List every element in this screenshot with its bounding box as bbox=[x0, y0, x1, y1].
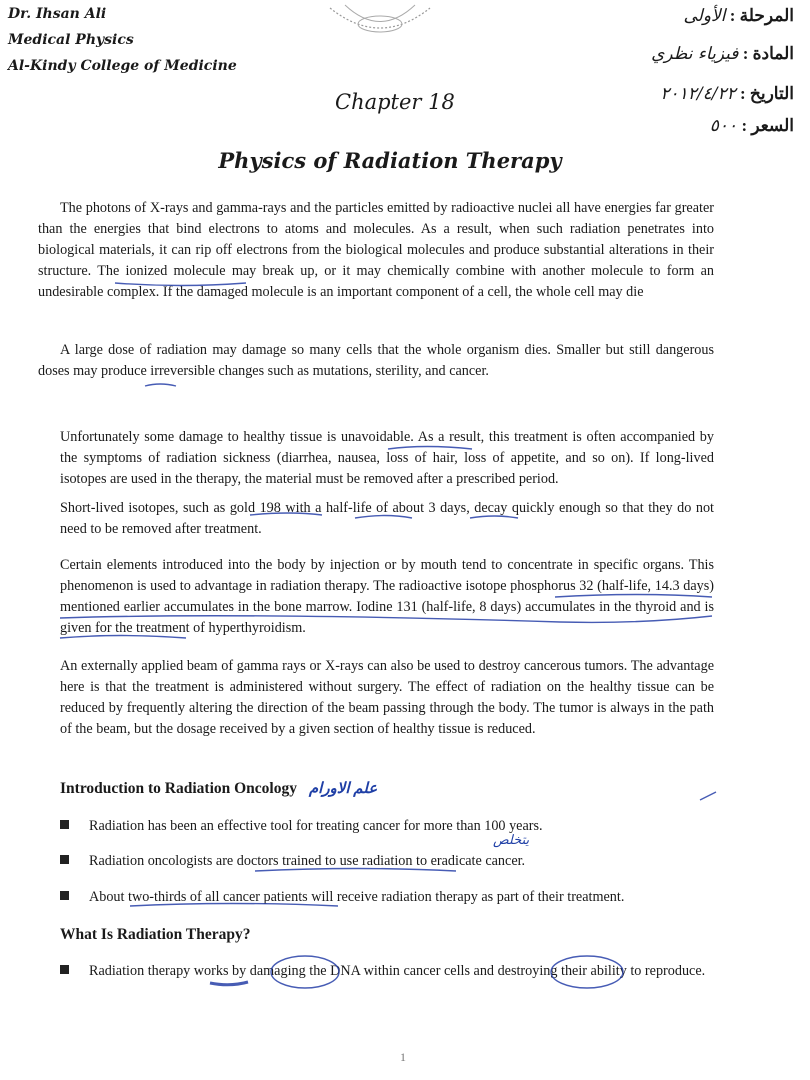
underline-mark bbox=[555, 595, 712, 598]
section-heading-what-is-radiation-therapy: What Is Radiation Therapy? bbox=[60, 926, 251, 943]
underline-mark bbox=[60, 616, 712, 623]
handwritten-note-eradicate: يتخلص bbox=[493, 832, 530, 847]
stage-label: المرحلة : bbox=[729, 6, 794, 25]
circle-mark bbox=[551, 956, 623, 988]
subject-value: فيزياء نظري bbox=[651, 44, 739, 64]
author-name: Dr. Ihsan Ali bbox=[8, 6, 107, 22]
underline-mark bbox=[250, 513, 322, 515]
underline-mark bbox=[388, 447, 472, 450]
underline-mark bbox=[130, 904, 338, 907]
bullet-text: Radiation therapy works by damaging the DNA within cancer cells and destroying their ability to reproduce. bbox=[89, 963, 706, 979]
stray-mark bbox=[700, 792, 716, 800]
underline-mark bbox=[210, 982, 248, 985]
paragraph-6: An externally applied beam of gamma rays or X-rays can also be used to destroy cancerous tumors. The advantage here is that the treatment is administered without surgery. The effect of radiation on the healthy tissue can be reduced by frequently altering the direction of the beam passing through the body. The tumor is always in the path of the beam, but the dosage received by a given section of healthy tissue is reduced. bbox=[60, 658, 714, 737]
price-label: السعر : bbox=[741, 116, 794, 135]
page-number: 1 bbox=[400, 1050, 406, 1064]
college-name: Al-Kindy College of Medicine bbox=[8, 58, 237, 74]
underline-mark bbox=[255, 869, 456, 872]
underline-mark bbox=[60, 636, 186, 639]
underline-mark bbox=[145, 384, 176, 386]
section-heading-text: Introduction to Radiation Oncology bbox=[60, 780, 297, 797]
bullet-text: Radiation has been an effective tool for treating cancer for more than 100 years. bbox=[89, 818, 543, 834]
date-label: التاريخ : bbox=[739, 84, 794, 103]
underline-mark bbox=[115, 283, 246, 286]
page-title: Physics of Radiation Therapy bbox=[218, 148, 562, 173]
paragraph-1: The photons of X-rays and gamma-rays and the particles emitted by radioactive nuclei all have energies far greater than the energies that bind electrons to atoms and molecules. As a result, when such radiation penetrates into biological materials, it can rip off electrons from the biological molecules and produce substantial alterations in their structure. The ionized molecule may break up, or it may chemically combine with another molecule to form an undesirable complex. If the damaged molecule is an important component of a cell, the whole cell may die bbox=[38, 200, 714, 300]
paragraph-3: Unfortunately some damage to healthy tissue is unavoidable. As a result, this treatment is often accompanied by the symptoms of radiation sickness (diarrhea, nausea, loss of hair, loss of appetite, and so on). If long-lived isotopes are used in the therapy, the material must be removed after a prescribed period. bbox=[60, 429, 714, 487]
chapter-label: Chapter 18 bbox=[335, 90, 455, 114]
price-value: ٥٠٠ bbox=[709, 116, 738, 136]
underline-mark bbox=[355, 516, 412, 519]
course-name: Medical Physics bbox=[8, 32, 134, 48]
paragraph-5: Certain elements introduced into the body by injection or by mouth tend to concentrate in specific organs. This phenomenon is used to advantage in radiation therapy. The radioactive isotope phosphorus 32 (half-life, 14.3 days) mentioned earlier accumulates in the bone marrow. Iodine 131 (half-life, 8 days) accumulates in the thyroid and is given for the treatment of hyperthyroidism. bbox=[60, 557, 714, 636]
subject-label: المادة : bbox=[742, 44, 794, 63]
underline-mark bbox=[470, 516, 518, 518]
paragraph-2: A large dose of radiation may damage so many cells that the whole organism dies. Smaller but still dangerous doses may produce irreversible changes such as mutations, sterility, and cancer. bbox=[38, 342, 714, 379]
circle-mark bbox=[271, 956, 339, 988]
stage-value: الأولى bbox=[683, 6, 726, 26]
handwritten-note-oncology: علم الاورام bbox=[308, 781, 378, 797]
bullet-text: Radiation oncologists are doctors trained to use radiation to eradicate cancer. bbox=[89, 853, 526, 869]
paragraph-4: Short-lived isotopes, such as gold 198 with a half-life of about 3 days, decay quickly enough so that they do not need to be removed after treatment. bbox=[60, 500, 714, 537]
bullet-text: About two-thirds of all cancer patients will receive radiation therapy as part of their treatment. bbox=[89, 889, 625, 905]
date-value: ٢٠١٢/٤/٢٢ bbox=[660, 84, 736, 104]
